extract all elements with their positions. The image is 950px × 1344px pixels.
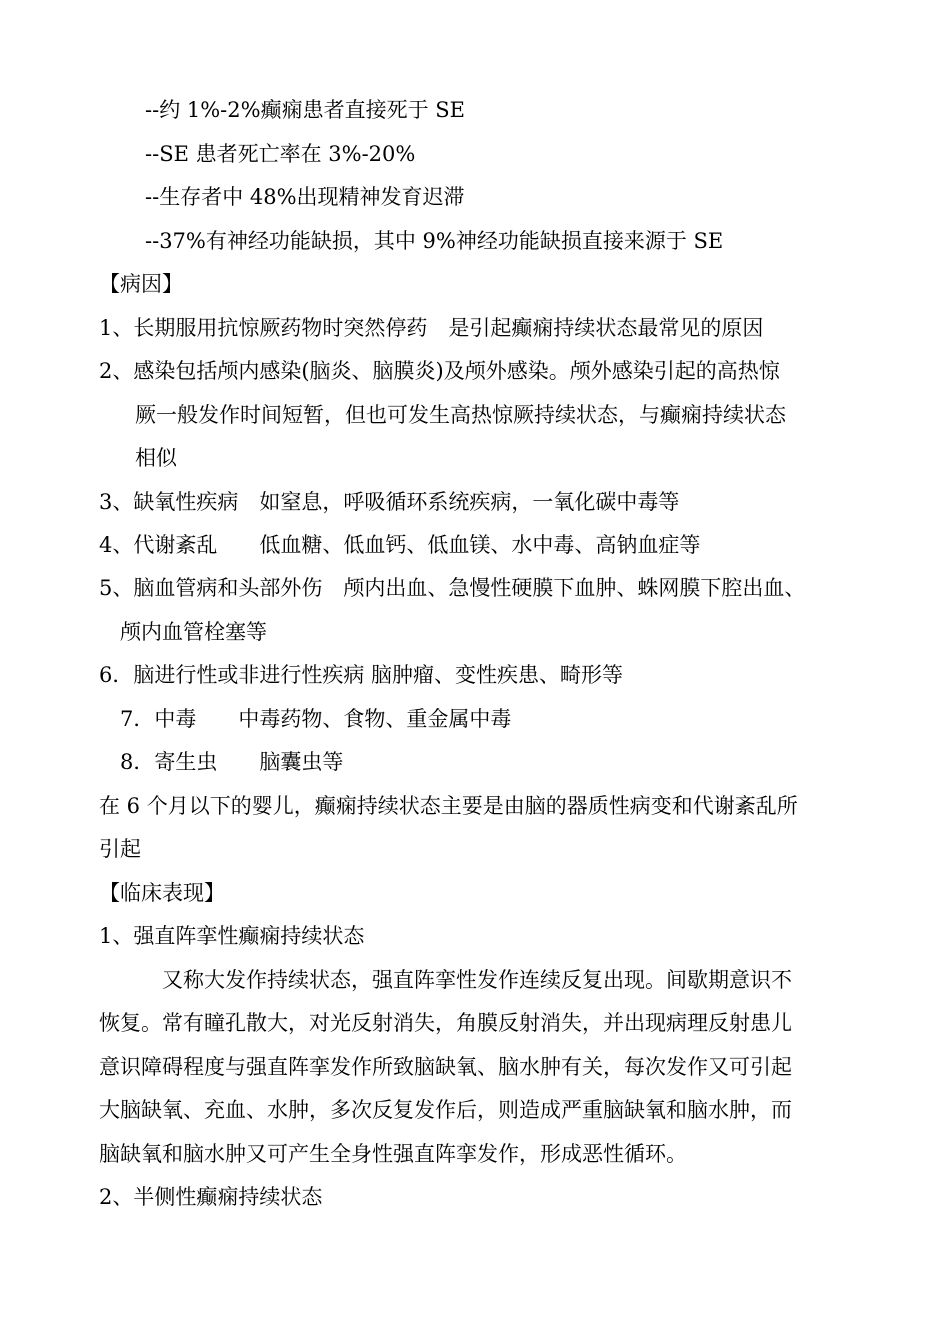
clinical-paragraph-1-line-4: 大脑缺氧、充血、水肿，多次反复发作后，则造成严重脑缺氧和脑水肿，而 [99, 1098, 792, 1122]
infant-note-line-2: 引起 [99, 837, 141, 861]
infant-note-line-1: 在 6 个月以下的婴儿，癫痫持续状态主要是由脑的器质性病变和代谢紊乱所 [99, 794, 798, 818]
clinical-paragraph-1-line-3: 意识障碍程度与强直阵挛发作所致脑缺氧、脑水肿有关，每次发作又可引起 [99, 1055, 792, 1079]
etiology-heading: 【病因】 [99, 272, 183, 296]
etiology-item-2-line-1: 2、感染包括颅内感染(脑炎、脑膜炎)及颅外感染。颅外感染引起的高热惊 [99, 359, 780, 383]
stat-line-3: --生存者中 48%出现精神发育迟滞 [145, 185, 465, 209]
etiology-item-8: 8．寄生虫 脑囊虫等 [120, 750, 344, 774]
etiology-item-5-line-2: 颅内血管栓塞等 [120, 620, 267, 644]
clinical-heading: 【临床表现】 [99, 881, 225, 905]
clinical-paragraph-1-line-2: 恢复。常有瞳孔散大，对光反射消失，角膜反射消失，并出现病理反射患儿 [99, 1011, 792, 1035]
etiology-item-3: 3、缺氧性疾病 如窒息，呼吸循环系统疾病，一氧化碳中毒等 [99, 490, 680, 514]
etiology-item-2-line-2: 厥一般发作时间短暂，但也可发生高热惊厥持续状态，与癫痫持续状态 [135, 403, 786, 427]
stat-line-2: --SE 患者死亡率在 3%-20% [145, 142, 416, 166]
clinical-subheading-2: 2、半侧性癫痫持续状态 [99, 1185, 323, 1209]
etiology-item-7: 7．中毒 中毒药物、食物、重金属中毒 [120, 707, 512, 731]
stat-line-1: --约 1%-2%癫痫患者直接死于 SE [145, 98, 465, 122]
etiology-item-6: 6．脑进行性或非进行性疾病 脑肿瘤、变性疾患、畸形等 [99, 663, 624, 687]
etiology-item-2-line-3: 相似 [135, 446, 177, 470]
etiology-item-4: 4、代谢紊乱 低血糖、低血钙、低血镁、水中毒、高钠血症等 [99, 533, 701, 557]
etiology-item-1: 1、长期服用抗惊厥药物时突然停药 是引起癫痫持续状态最常见的原因 [99, 316, 764, 340]
clinical-paragraph-1-line-1: 又称大发作持续状态，强直阵挛性发作连续反复出现。间歇期意识不 [162, 968, 792, 992]
stat-line-4: --37%有神经功能缺损，其中 9%神经功能缺损直接来源于 SE [145, 229, 724, 253]
clinical-paragraph-1-line-5: 脑缺氧和脑水肿又可产生全身性强直阵挛发作，形成恶性循环。 [99, 1142, 687, 1166]
etiology-item-5-line-1: 5、脑血管病和头部外伤 颅内出血、急慢性硬膜下血肿、蛛网膜下腔出血、 [99, 576, 806, 600]
clinical-subheading-1: 1、强直阵挛性癫痫持续状态 [99, 924, 365, 948]
